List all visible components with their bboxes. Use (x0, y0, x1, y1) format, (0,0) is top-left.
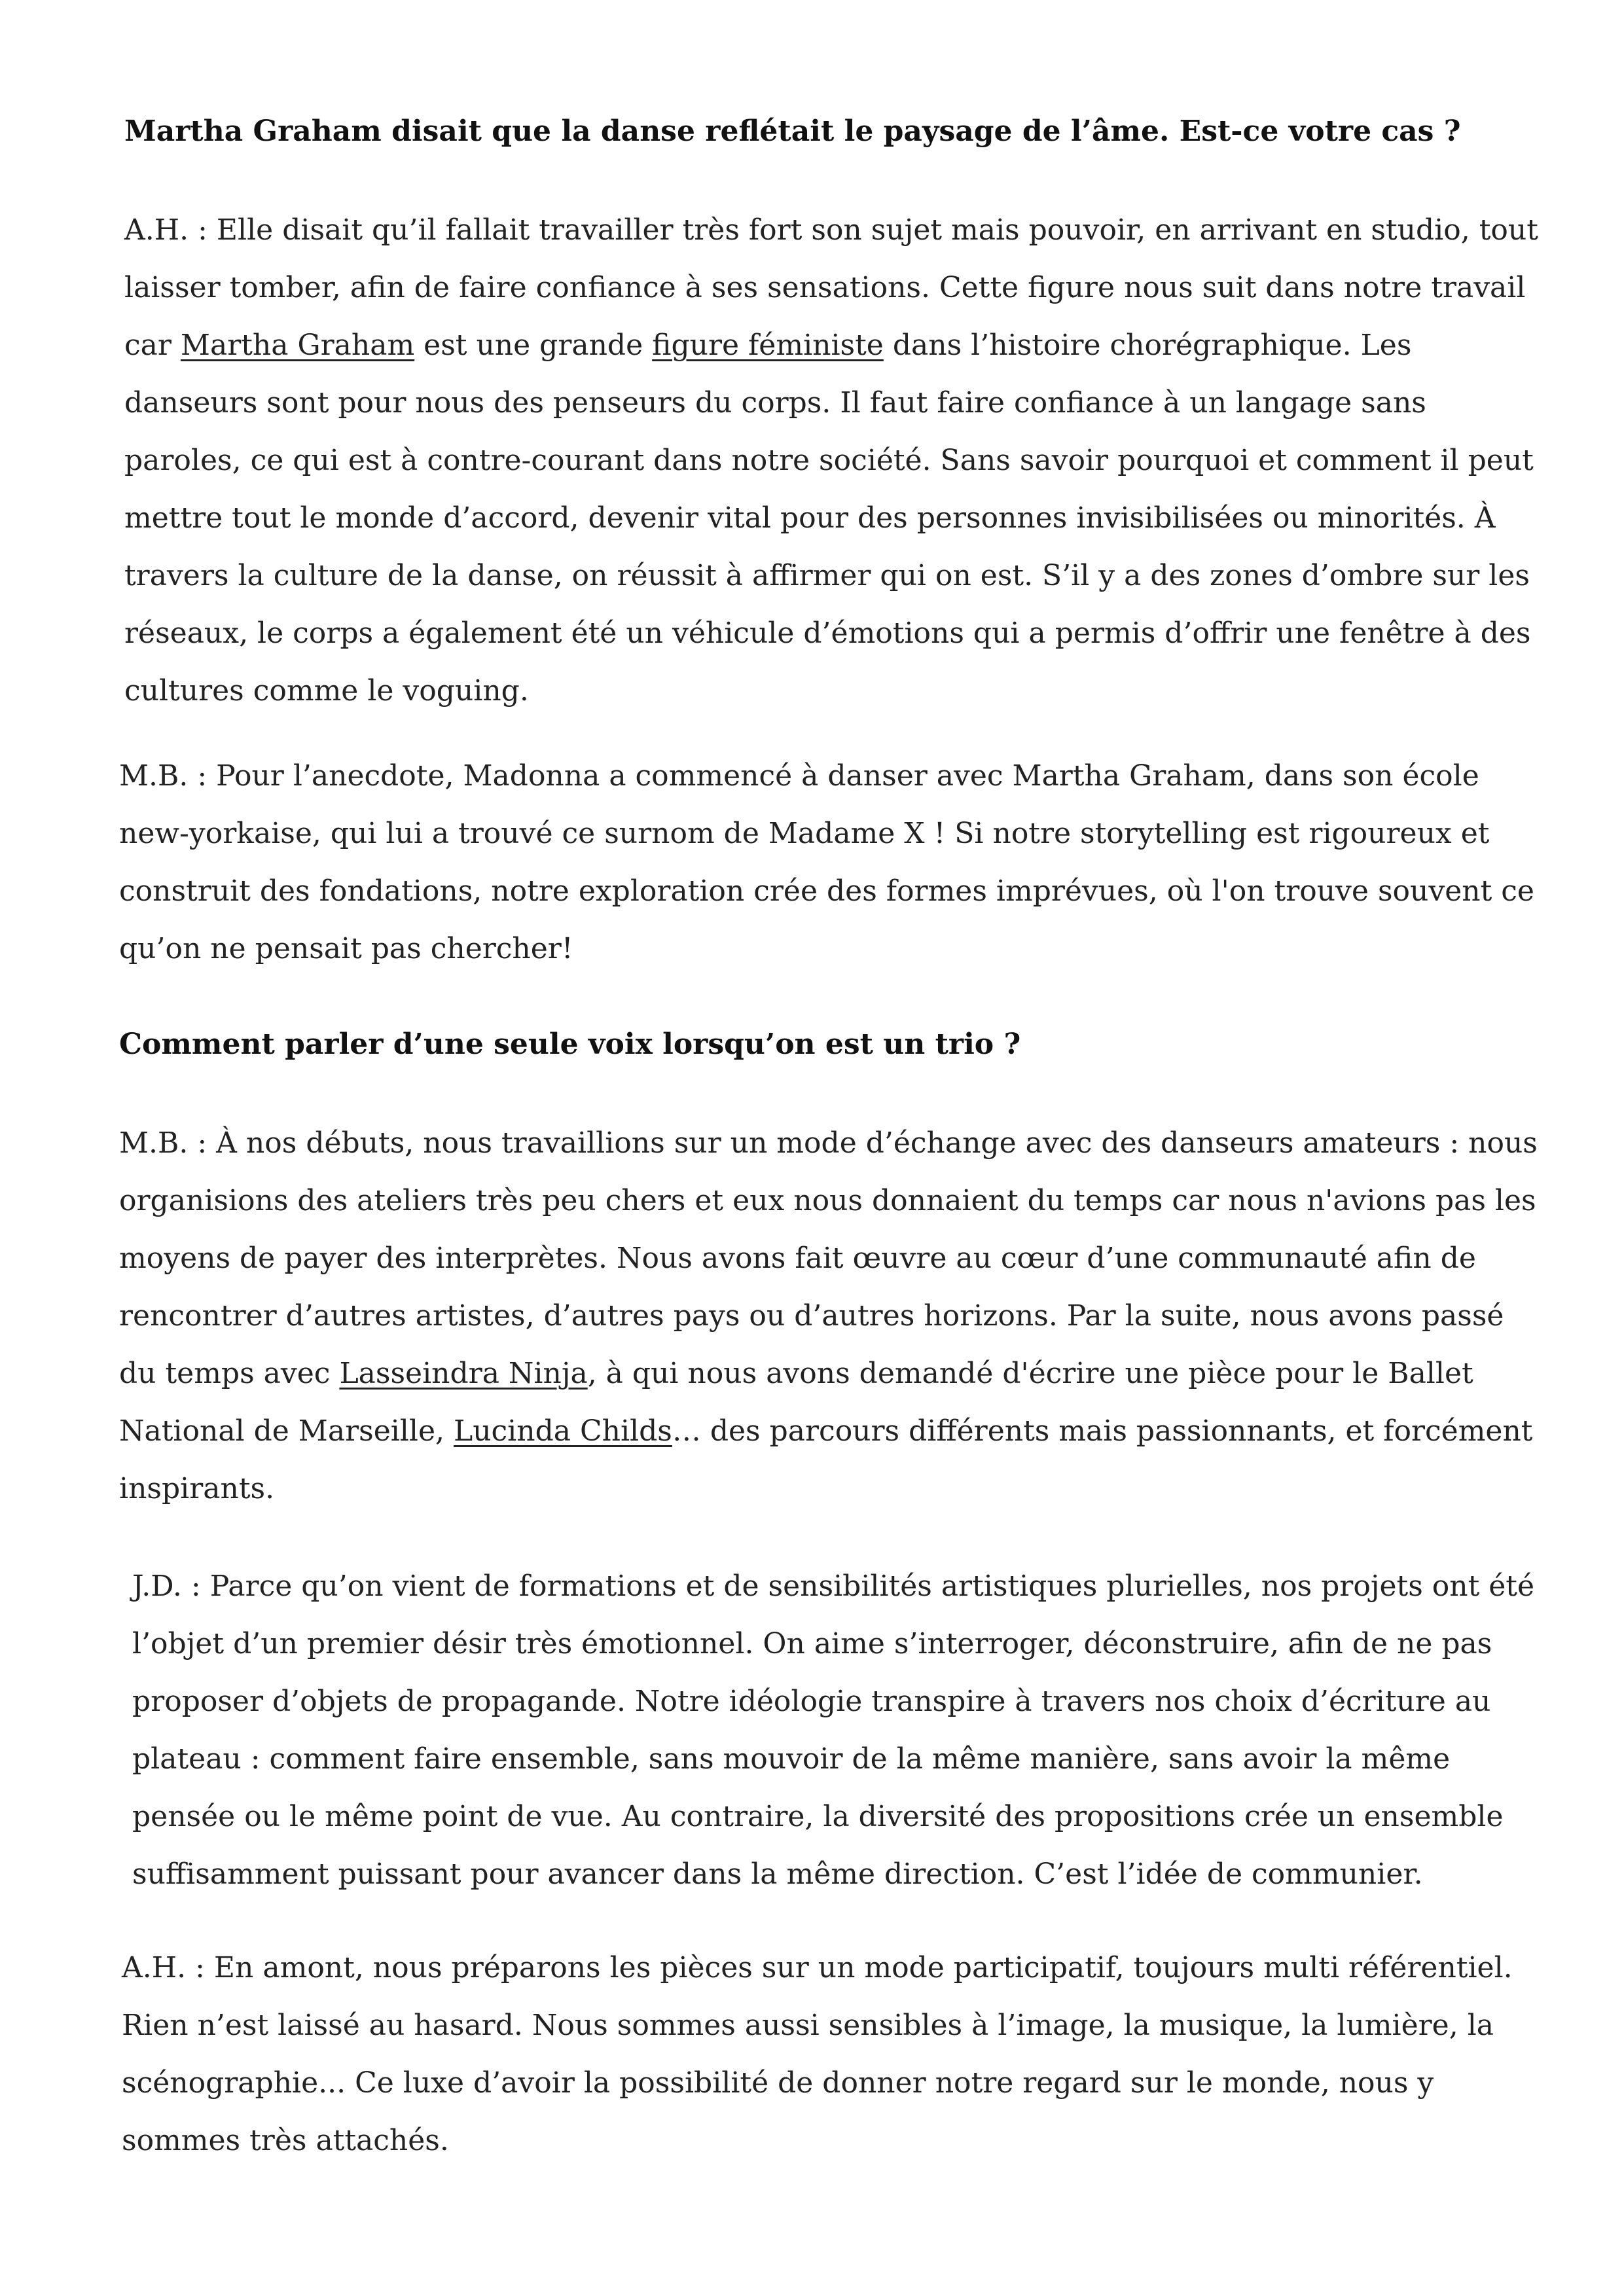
answer-paragraph-mb-2 (119, 1115, 1546, 1518)
answer-paragraph-ah-2: A.H. : En amont, nous préparons les pièces sur un mode participatif, toujours multi référentiel. Rien n’est laissé au hasard. Nous sommes aussi sensibles à l’image, la musique, la lumière, la scénographie... Ce luxe d’avoir la possibilité de donner notre regard sur le monde, nous y sommes très attachés. (122, 1951, 1513, 2157)
answer-paragraph-jd: J.D. : Parce qu’on vient de formations et de sensibilités artistiques plurielles, nos projets ont été l’objet d’un premier désir très émotionnel. On aime s’interroger, déconstruire, afin de ne pas proposer d’objets de propagande. Notre idéologie transpire à travers nos choix d’écriture au plateau : comment faire ensemble, sans mouvoir de la même manière, sans avoir la même pensée ou le même point de vue. Au contraire, la diversité des propositions crée un ensemble suffisamment puissant pour avancer dans la même direction. C’est l’idée de communier. (132, 1570, 1535, 1891)
answer-paragraph-mb-1: M.B. : Pour l’anecdote, Madonna a commencé à danser avec Martha Graham, dans son école new-yorkaise, qui lui a trouvé ce surnom de Madame X ! Si notre storytelling est rigoureux et construit des fondations, notre exploration crée des formes imprévues, où l'on trouve souvent ce qu’on ne pensait pas chercher! (119, 759, 1534, 965)
answer-paragraph-ah-1 (124, 202, 1551, 720)
answer-text: … des parcours différents mais passionnants, et forcément inspirants. (119, 1414, 1533, 1505)
question-heading-1: Martha Graham disait que la danse reflétait le paysage de l’âme. Est-ce votre cas ? (124, 115, 1461, 148)
link-lasseindra-ninja[interactable]: Lasseindra Ninja (339, 1357, 588, 1390)
answer-text: M.B. : À nos débuts, nous travaillions sur un mode d’échange avec des danseurs amateurs : nous organisions des ateliers très peu chers et eux nous donnaient du temps car nous n'avions pas les moyens de payer des interprètes. Nous avons fait œuvre au cœur d’une communauté afin de rencontrer d’autres artistes, d’autres pays ou d’autres horizons. Par la suite, nous avons passé du temps avec (119, 1126, 1538, 1390)
answer-text: A.H. : Elle disait qu’il fallait travailler très fort son sujet mais pouvoir, en arrivant en studio, tout laisser tomber, afin de faire confiance à ses sensations. Cette figure nous suit dans notre travail car (124, 213, 1538, 362)
link-martha-graham[interactable]: Martha Graham (180, 329, 415, 362)
link-lucinda-childs[interactable]: Lucinda Childs (453, 1414, 672, 1448)
answer-text: est une grande (414, 329, 653, 362)
answer-text: , à qui nous avons demandé d'écrire une pièce pour le Ballet National de Marseille, (119, 1357, 1473, 1448)
answer-text: dans l’histoire chorégraphique. Les danseurs sont pour nous des penseurs du corps. Il faut faire confiance à un langage sans paroles, ce qui est à contre-courant dans notre société. Sans savoir pourquoi et comment il peut mettre tout le monde d’accord, devenir vital pour des personnes invisibilisées ou minorités. À travers la culture de la danse, on réussit à affirmer qui on est. S’il y a des zones d’ombre sur les réseaux, le corps a également été un véhicule d’émotions qui a permis d’offrir une fenêtre à des cultures comme le voguing. (124, 329, 1534, 708)
question-heading-2: Comment parler d’une seule voix lorsqu’on est un trio ? (119, 1028, 1021, 1061)
link-figure-feministe[interactable]: figure féministe (652, 329, 884, 362)
